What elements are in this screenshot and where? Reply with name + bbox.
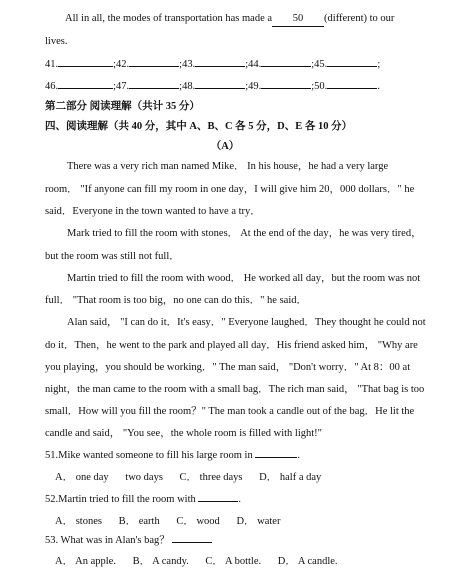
answer-blank	[261, 88, 311, 89]
question-stem: 53. What was in Alan's bag？	[45, 535, 170, 546]
passage-line: but the room was still not full．	[45, 251, 180, 262]
passage-line: said．Everyone in the town wanted to have a try．	[45, 206, 261, 217]
answer-label: ;47.	[113, 81, 130, 92]
answer-blank	[195, 88, 245, 89]
answer-label: ;50.	[311, 81, 328, 92]
passage-line: Mark tried to fill the room with stones． At the end of the day，he was very tired，	[67, 228, 422, 239]
answer-row-1	[45, 58, 438, 72]
answer-blank[interactable]	[255, 457, 297, 458]
question-end: .	[238, 494, 242, 505]
answer-blank	[58, 66, 113, 67]
answer-label: .	[377, 81, 380, 92]
passage-line: small．How will you fill the room？" The man took a candle out of the bag．He lit the	[45, 406, 415, 417]
answer-blank[interactable]	[198, 501, 238, 502]
passage-line: full． "That room is too big，no one can do this．" he said．	[45, 295, 307, 306]
answer-blank	[327, 66, 377, 67]
answer-label: ;45.	[311, 59, 328, 70]
question-stem: 51.Mike wanted someone to fill his large room in	[45, 450, 253, 461]
question-51	[45, 449, 438, 463]
question-52-options	[55, 515, 438, 529]
section-heading: 四、阅读理解（共 40 分，其中 A、B、C 各 5 分，D、E 各 10 分）	[45, 121, 353, 132]
option[interactable]: A． stones	[55, 516, 102, 527]
option[interactable]: B． earth	[118, 516, 160, 527]
answer-blank	[58, 88, 113, 89]
passage-line: There was a very rich man named Mike． In his house，he had a very large	[67, 161, 389, 172]
intro-text-after: (different) to our	[324, 13, 395, 24]
option[interactable]: D． half a day	[259, 472, 322, 483]
option[interactable]: A． An apple.	[55, 556, 116, 567]
option[interactable]: A． one day	[55, 472, 109, 483]
answer-blank	[327, 88, 377, 89]
option[interactable]: C． wood	[176, 516, 220, 527]
passage-line: Alan said， "I can do it．It's easy．" Everyone laughed．They thought he could not	[67, 317, 426, 328]
answer-label: ;43.	[179, 59, 196, 70]
answer-label: ;	[377, 59, 381, 70]
question-53	[45, 534, 438, 548]
option[interactable]: B． A candy.	[132, 556, 189, 567]
option[interactable]: D． A candle.	[277, 556, 338, 567]
option[interactable]: C． three days	[179, 472, 243, 483]
answer-label: ;42.	[113, 59, 130, 70]
passage-line: room． "If anyone can fill my room in one day，I will give him 20，000 dollars．" he	[45, 184, 415, 195]
option[interactable]: D． water	[236, 516, 281, 527]
question-stem: 52.Martin tried to fill the room with	[45, 494, 196, 505]
answer-blank	[129, 66, 179, 67]
intro-line	[45, 12, 438, 27]
answer-blank[interactable]	[172, 542, 212, 543]
question-end: .	[297, 450, 300, 461]
question-51-options	[55, 471, 438, 485]
answer-blank	[261, 66, 311, 67]
question-53-options	[55, 555, 438, 569]
option[interactable]: two days	[125, 472, 163, 483]
answer-label: 46.	[45, 81, 59, 92]
passage-line: Martin tried to fill the room with wood． He worked all day，but the room was not	[67, 273, 421, 284]
answer-label: ;44.	[245, 59, 262, 70]
answer-label: ;48.	[179, 81, 196, 92]
passage-line: candle and said， "You see，the whole room is filled with light!"	[45, 428, 322, 439]
part-heading: 第二部分 阅读理解（共计 35 分）	[45, 101, 200, 112]
passage-line: do it．Then，he went to the park and played all day．His friend asked him， "Why are	[45, 340, 418, 351]
intro-text: All in all, the modes of transportation has made a	[65, 13, 273, 24]
option[interactable]: C． A bottle.	[205, 556, 262, 567]
answer-blank	[129, 88, 179, 89]
answer-label: 41.	[45, 59, 59, 70]
passage-line: you playing，you should be working．" The man said， "Don't worry．" At 8：00 at	[45, 362, 411, 373]
intro-answer: 50	[272, 12, 324, 27]
passage-heading: （A）	[210, 141, 240, 152]
passage-line: night，the man came to the room with a small bag．The rich man said， "That bag is too	[45, 384, 425, 395]
answer-row-2	[45, 80, 438, 94]
question-52	[45, 493, 438, 507]
answer-label: ;49.	[245, 81, 262, 92]
intro-line-2: lives.	[45, 36, 68, 47]
answer-blank	[195, 66, 245, 67]
